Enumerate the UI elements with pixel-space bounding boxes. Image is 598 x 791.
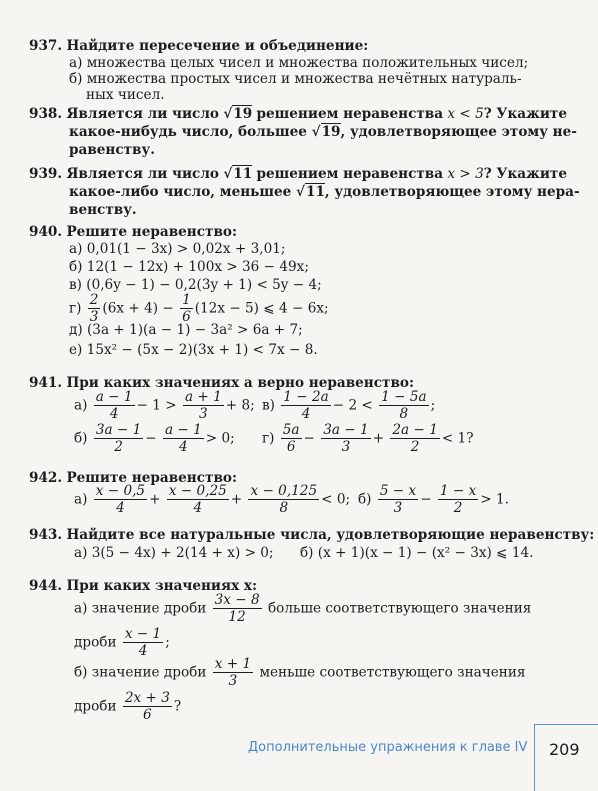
ex941-task: При каких значениях a верно неравенство:	[66, 375, 414, 391]
ex938-text: Является ли число	[66, 106, 219, 122]
ex941-b: б) $\frac{3a - 1}{2}$ − $\frac{a - 1}{4}$ > 0;	[74, 422, 235, 456]
ex938-line3: равенству.	[69, 142, 155, 158]
ex939-line1	[29, 166, 567, 182]
ex941-v: в) $\frac{1 - 2a}{4}$ − 2 < $\frac{1 - 5a}{8}$ ;	[262, 389, 436, 423]
ex940-b: б) 12(1 − 12x) + 100x > 36 − 49x;	[69, 259, 309, 275]
ex941-a: а) $\frac{a - 1}{4}$ − 1 > $\frac{a + 1}{3}$ + 8;	[74, 389, 255, 423]
ex937-header	[29, 38, 368, 54]
ex940-header	[29, 224, 237, 240]
ex938-text3: ? Укажите	[483, 106, 567, 122]
ex943-task: Найдите все натуральные числа, удовлетворяющие неравенству:	[66, 527, 595, 543]
ex939-text: Является ли число	[66, 166, 219, 182]
page-number: 209	[549, 740, 580, 759]
ex938-number: 938.	[29, 106, 63, 122]
ex944-task: При каких значениях x:	[66, 578, 258, 594]
ex939-text2: решением неравенства	[256, 166, 444, 182]
ex943-a: а) 3(5 − 4x) + 2(14 + x) > 0;	[74, 545, 274, 561]
ex944-number: 944.	[29, 578, 63, 594]
ex939-line3: венству.	[69, 202, 137, 218]
ex938-sqrt1: √19	[223, 106, 253, 122]
ex941-number: 941.	[29, 375, 63, 391]
ex939-sqrt1: √11	[223, 166, 253, 182]
ex938-text2: решением неравенства	[256, 106, 444, 122]
ex939-number: 939.	[29, 166, 63, 182]
ex942-task: Решите неравенство:	[66, 470, 237, 486]
ex937-task: Найдите пересечение и объединение:	[66, 38, 369, 54]
ex939-line2: какое-либо число, меньшее √11, удовлетворяющее этому нера-	[69, 184, 580, 200]
ex944-b-line1: б) значение дроби $\frac{x + 1}{3}$ меньше соответствующего значения	[74, 656, 526, 690]
ex942-number: 942.	[29, 470, 63, 486]
ex938-line2: какое-нибудь число, большее √19, удовлетворяющее этому не-	[69, 124, 577, 140]
ex940-g: г) $\frac{2}{3}$ (6x + 4) − $\frac{1}{6}$ (12x − 5) ⩽ 4 − 6x;	[69, 292, 329, 326]
chapter-footer: Дополнительные упражнения к главе IV	[248, 740, 528, 755]
ex937-number: 937.	[29, 38, 63, 54]
ex937-a: а) множества целых чисел и множества положительных чисел;	[69, 55, 529, 71]
ex944-a-line2: дроби $\frac{x - 1}{4}$ ;	[74, 626, 170, 660]
ex940-d: д) (3a + 1)(a − 1) − 3a² > 6a + 7;	[69, 322, 303, 338]
ex937-b2: ных чисел.	[86, 87, 165, 103]
ex938-ineq: x < 5	[447, 106, 484, 122]
ex944-a-line1: а) значение дроби $\frac{3x - 8}{12}$ больше соответствующего значения	[74, 592, 532, 626]
ex943-header	[29, 527, 594, 543]
ex943-number: 943.	[29, 527, 63, 543]
ex938-line1	[29, 106, 567, 122]
ex944-b-line2: дроби $\frac{2x + 3}{6}$ ?	[74, 690, 182, 724]
ex937-b1: б) множества простых чисел и множества нечётных натураль-	[69, 71, 522, 87]
ex939-ineq: x > 3	[447, 166, 484, 182]
ex940-e: е) 15x² − (5x − 2)(3x + 1) < 7x − 8.	[69, 342, 318, 358]
ex940-v: в) (0,6y − 1) − 0,2(3y + 1) < 5y − 4;	[69, 277, 322, 293]
ex940-task: Решите неравенство:	[66, 224, 237, 240]
ex941-g: г) $\frac{5a}{6}$ − $\frac{3a - 1}{3}$ + $\frac{2a - 1}{2}$ < 1?	[262, 422, 474, 456]
ex939-text3: ? Укажите	[483, 166, 567, 182]
ex940-a: а) 0,01(1 − 3x) > 0,02x + 3,01;	[69, 241, 286, 257]
ex943-b: б) (x + 1)(x − 1) − (x² − 3x) ⩽ 14.	[300, 545, 534, 561]
ex942-a: а) $\frac{x - 0,5}{4}$ + $\frac{x - 0,25}{4}$ + $\frac{x - 0,125}{8}$ < 0;	[74, 483, 351, 517]
ex942-b: б) $\frac{5 - x}{3}$ − $\frac{1 - x}{2}$ > 1.	[358, 483, 509, 517]
ex940-number: 940.	[29, 224, 63, 240]
